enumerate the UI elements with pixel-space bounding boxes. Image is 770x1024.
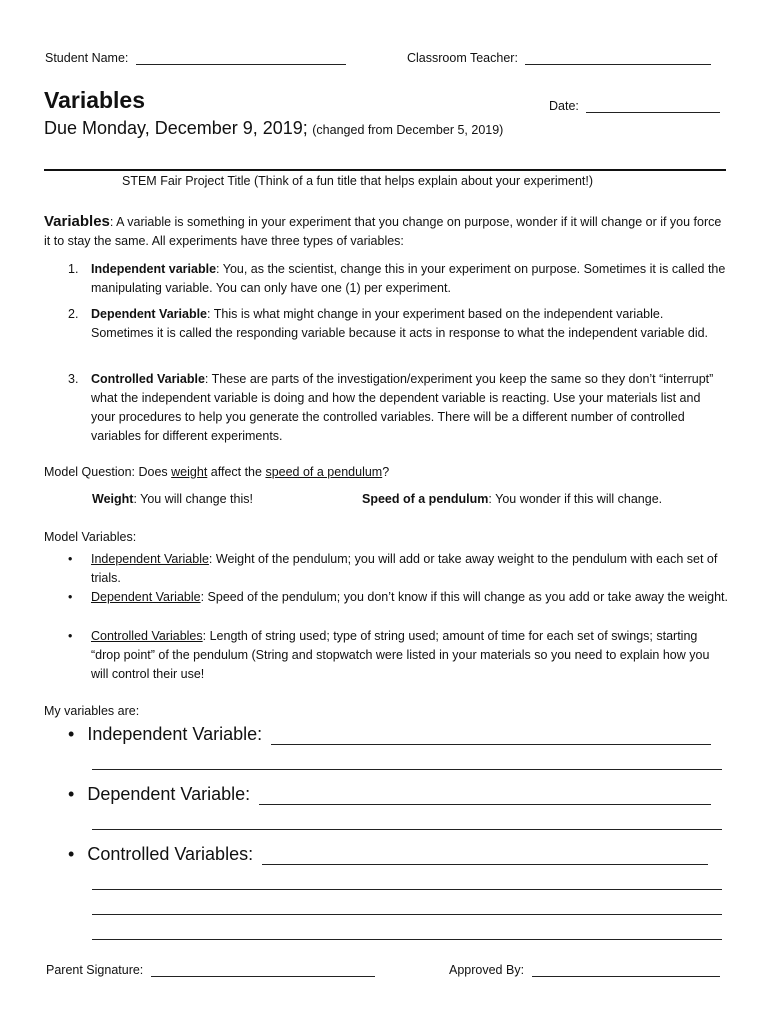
due-date-note: (changed from December 5, 2019): [312, 123, 504, 137]
date-field[interactable]: [586, 97, 720, 113]
bullet-icon: •: [68, 552, 73, 566]
date-row: [549, 97, 720, 113]
variables-term: Variables: [44, 213, 110, 230]
my-controlled-field[interactable]: [262, 846, 708, 865]
item-text: : These are parts of the investigation/experiment you keep the same so they don’t “interrupt” what the independent variable is doing and how the dependent variable is reacting. Use your materials list and your procedures to help you generate the controlled variables. There will be a different number of controlled variables for different experiments.: [91, 372, 714, 443]
item-number: 2.: [68, 307, 79, 321]
page-title: Variables: [44, 87, 146, 113]
parent-signature-field[interactable]: [151, 961, 375, 977]
classroom-teacher-label: Classroom Teacher:: [407, 51, 518, 65]
bullet-icon: •: [68, 784, 75, 804]
item-text: : You, as the scientist, change this in your experiment on purpose. Sometimes it is called the manipulating variable. You can only have one (1) per experiment.: [91, 262, 726, 295]
variable-type-item: [68, 260, 728, 298]
approved-by-field[interactable]: [532, 961, 720, 977]
item-text: : This is what might change in your experiment based on the independent variable. Sometimes it is called the responding variable because it acts in response to what the independent variable did.: [91, 307, 709, 340]
approved-by-label: Approved By:: [449, 963, 525, 977]
my-dependent-row: [68, 784, 711, 805]
variable-type-item: [68, 370, 728, 446]
model-question-weight: weight: [171, 465, 208, 479]
student-name-label: Student Name:: [45, 51, 129, 65]
my-dependent-field-line-2[interactable]: [92, 829, 722, 830]
speed-note: [362, 492, 662, 506]
my-controlled-label: Controlled Variables:: [87, 844, 254, 864]
bullet-icon: •: [68, 724, 75, 744]
item-term: Dependent Variable: [91, 590, 201, 604]
model-question: [44, 465, 389, 479]
item-term: Dependent Variable: [91, 307, 208, 321]
variable-type-item: [68, 305, 728, 343]
variables-definition: : A variable is something in your experiment that you change on purpose, wonder if it will change or if you force it to stay the same. All experiments have three types of variables:: [44, 215, 722, 248]
variables-intro: [44, 212, 730, 251]
item-term: Controlled Variables: [91, 629, 203, 643]
weight-term: Weight: [92, 492, 134, 506]
bullet-icon: •: [68, 629, 73, 643]
model-question-speed: speed of a pendulum: [265, 465, 383, 479]
item-term: Independent Variable: [91, 552, 209, 566]
model-variable-item: [68, 550, 728, 588]
model-question-end: ?: [382, 465, 390, 479]
my-independent-field-line-2[interactable]: [92, 769, 722, 770]
item-text: : Length of string used; type of string used; amount of time for each set of swings; starting “drop point” of the pendulum (String and stopwatch were listed in your materials so you need to explain how you will control their use!: [91, 629, 710, 681]
date-label: Date:: [549, 99, 579, 113]
model-question-prefix: Model Question: Does: [44, 465, 172, 479]
my-independent-field[interactable]: [271, 726, 711, 745]
bullet-icon: •: [68, 844, 75, 864]
due-date: [44, 118, 503, 139]
classroom-teacher-field[interactable]: [525, 49, 711, 65]
my-controlled-field-line-3[interactable]: [92, 914, 722, 915]
project-title-line[interactable]: [44, 169, 726, 171]
my-dependent-label: Dependent Variable:: [87, 784, 251, 804]
due-date-main: Due Monday, December 9, 2019;: [44, 118, 308, 138]
approved-by-row: [449, 961, 720, 977]
weight-text: : You will change this!: [133, 492, 253, 506]
model-question-mid: affect the: [207, 465, 266, 479]
my-controlled-field-line-2[interactable]: [92, 889, 722, 890]
my-controlled-field-line-4[interactable]: [92, 939, 722, 940]
item-text: : Weight of the pendulum; you will add or take away weight to the pendulum with each set of trials.: [91, 552, 718, 585]
my-controlled-row: [68, 844, 708, 865]
model-variable-item: [68, 588, 728, 607]
speed-text: : You wonder if this will change.: [488, 492, 663, 506]
item-term: Independent variable: [91, 262, 217, 276]
my-independent-row: [68, 724, 711, 745]
parent-signature-label: Parent Signature:: [46, 963, 144, 977]
my-variables-heading: My variables are:: [44, 704, 140, 718]
model-variables-heading: Model Variables:: [44, 530, 137, 544]
item-text: : Speed of the pendulum; you don’t know if this will change as you add or take away the weight.: [200, 590, 728, 604]
classroom-teacher-row: [407, 49, 711, 65]
speed-term: Speed of a pendulum: [362, 492, 489, 506]
model-variable-item: [68, 627, 728, 684]
my-independent-label: Independent Variable:: [87, 724, 263, 744]
student-name-row: [45, 49, 346, 65]
project-title-caption: STEM Fair Project Title (Think of a fun title that helps explain about your experiment!): [122, 174, 594, 188]
my-dependent-field[interactable]: [259, 786, 711, 805]
bullet-icon: •: [68, 590, 73, 604]
item-number: 1.: [68, 262, 79, 276]
item-number: 3.: [68, 372, 79, 386]
item-term: Controlled Variable: [91, 372, 205, 386]
weight-note: [92, 492, 253, 506]
student-name-field[interactable]: [136, 49, 346, 65]
parent-signature-row: [46, 961, 375, 977]
